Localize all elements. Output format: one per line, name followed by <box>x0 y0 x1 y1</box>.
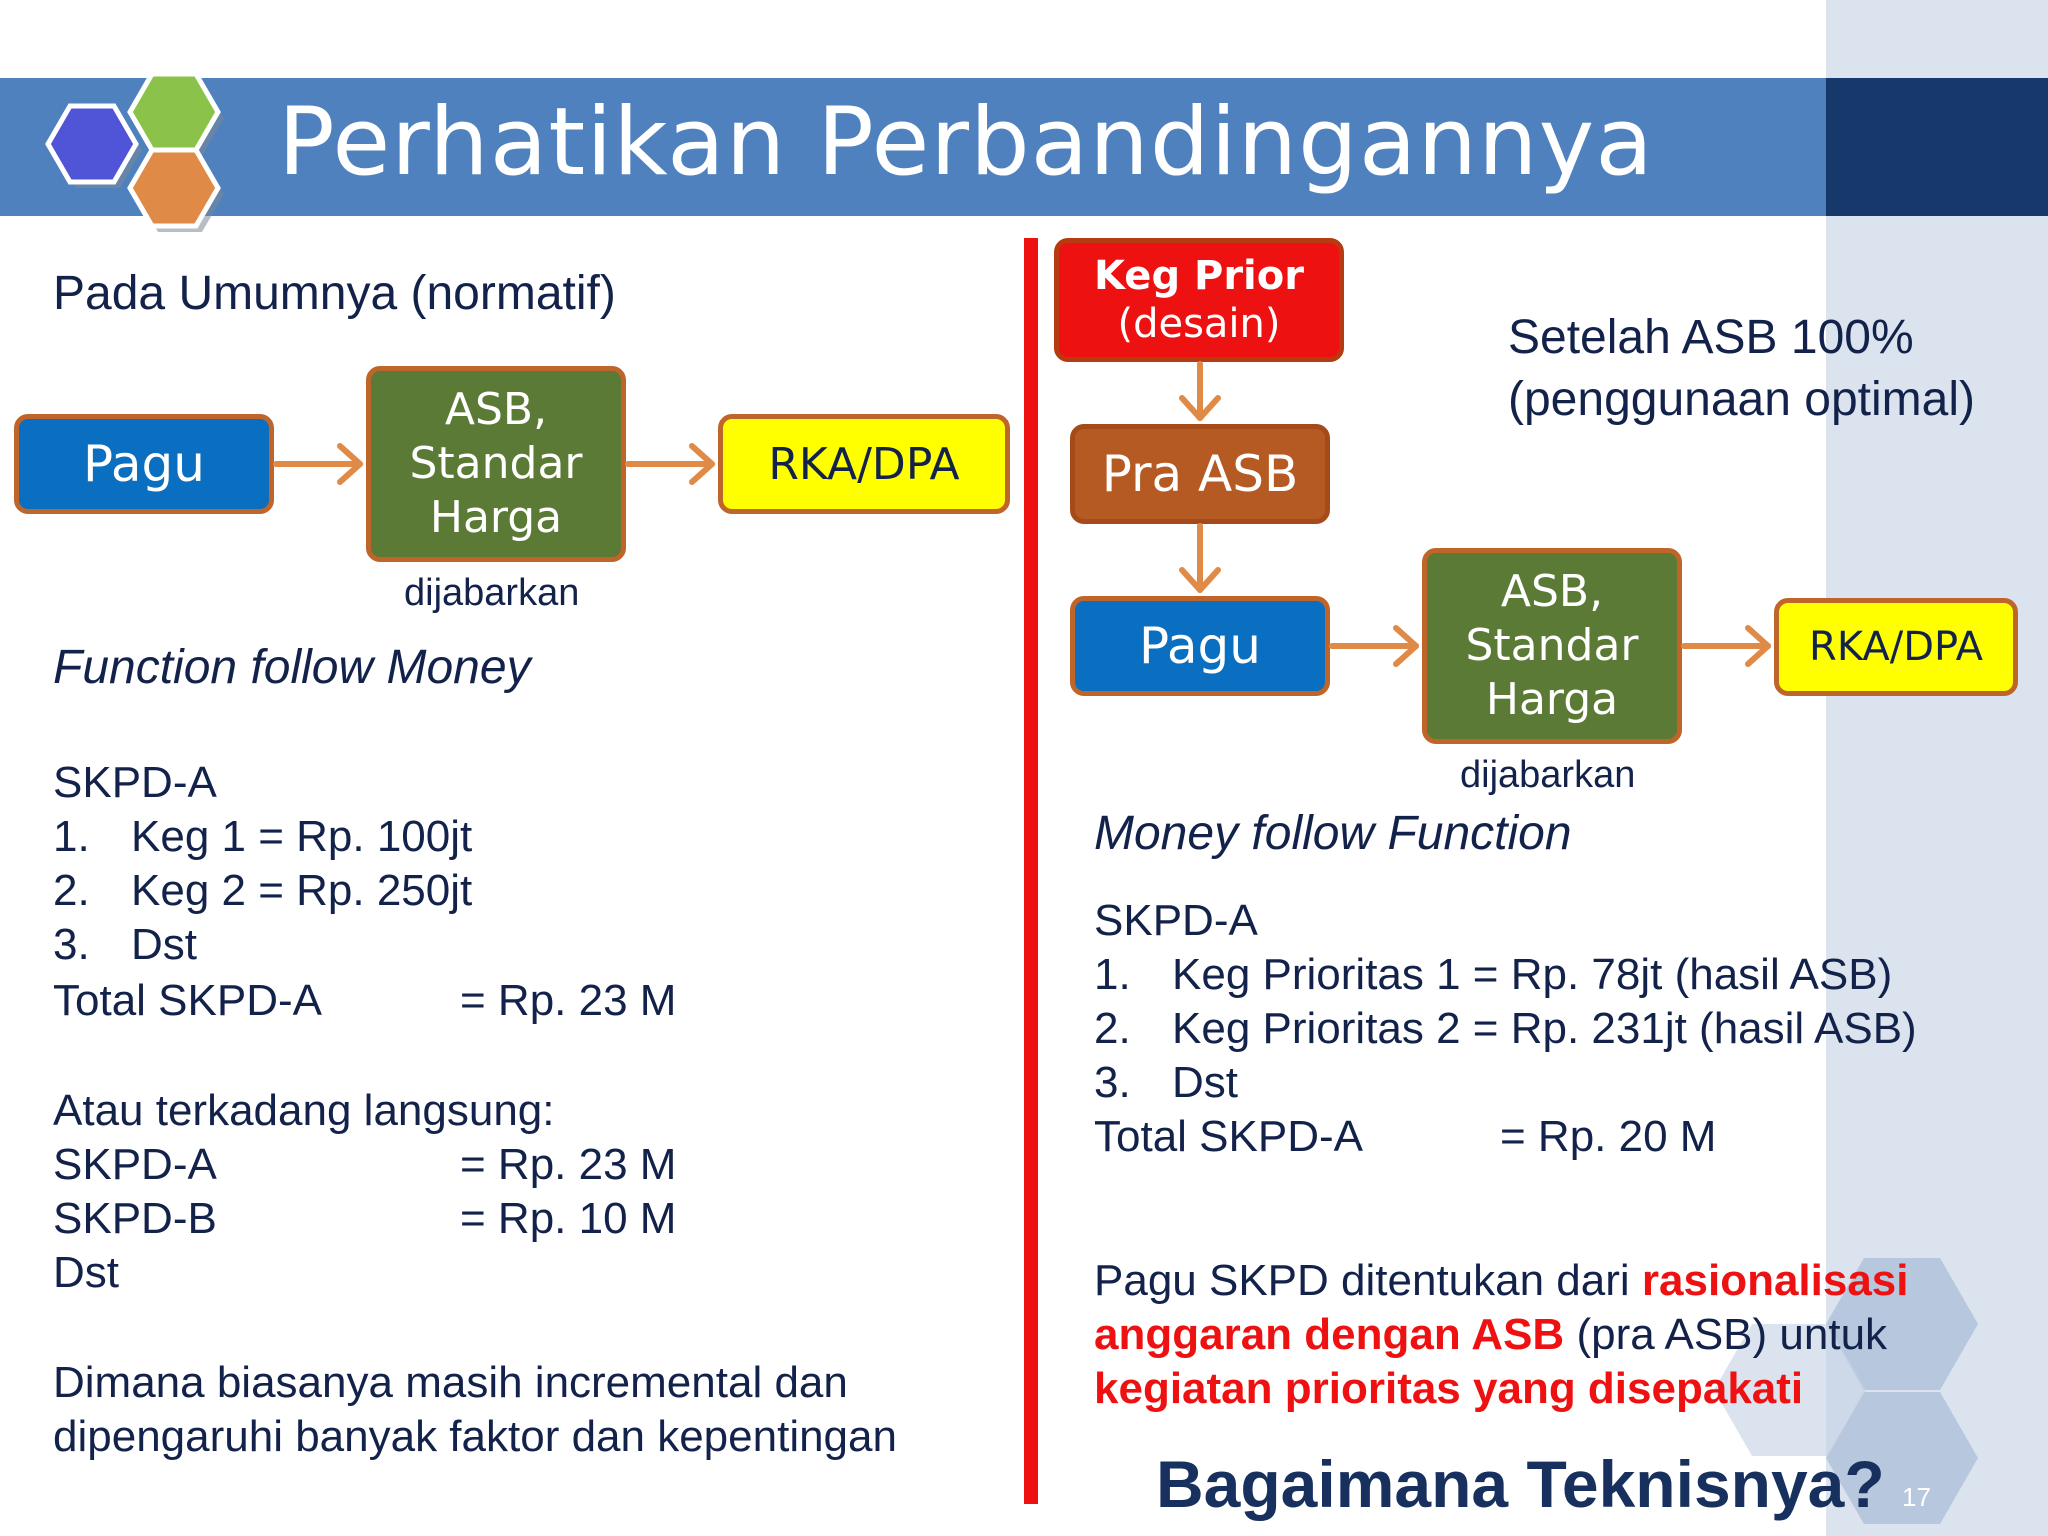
left-alt-label: SKPD-B <box>53 1194 217 1243</box>
right-flow-caption: dijabarkan <box>1460 754 1636 796</box>
left-total-value: = Rp. 23 M <box>460 976 677 1025</box>
pra-asb-label: Pra ASB <box>1101 445 1299 503</box>
left-motto: Function follow Money <box>53 641 531 694</box>
left-note-line1: Dimana biasanya masih incremental dan <box>53 1358 848 1407</box>
right-pagu-box <box>1070 596 1330 696</box>
right-asb-line3: Harga <box>1485 674 1619 726</box>
left-alt-heading: Atau terkadang langsung: <box>53 1086 555 1135</box>
left-asb-line1: ASB, <box>444 383 548 435</box>
arrow-down-icon <box>1182 526 1218 590</box>
closing-question: Bagaimana Teknisnya? <box>1156 1447 1885 1521</box>
conclusion-line2: anggaran dengan ASB (pra ASB) untuk <box>1094 1310 1888 1359</box>
right-asb-box <box>1422 548 1682 744</box>
title-bar-accent <box>1826 78 2048 216</box>
right-asb-line2: Standar <box>1465 619 1639 671</box>
three-hexagons-logo <box>18 40 248 260</box>
left-list-item: 1. Keg 1 = Rp. 100jt <box>53 812 473 861</box>
slide-title: Perhatikan Perbandingannya <box>278 88 1654 197</box>
left-alt-label: SKPD-A <box>53 1140 217 1189</box>
right-total-label: Total SKPD-A <box>1094 1112 1363 1161</box>
page-number: 17 <box>1902 1482 1931 1512</box>
arrow-right-icon <box>276 446 360 482</box>
left-heading: Pada Umumnya (normatif) <box>53 267 616 320</box>
keg-prior-label: Keg Prior <box>1094 253 1304 299</box>
left-alt-value: = Rp. 23 M <box>460 1140 677 1189</box>
left-pagu-box <box>14 414 274 514</box>
left-alt-label: Dst <box>53 1248 119 1297</box>
left-asb-line3: Harga <box>429 492 563 544</box>
arrow-down-icon <box>1182 364 1218 418</box>
arrow-right-icon <box>1684 628 1768 664</box>
right-list-item: 3. Dst <box>1094 1058 1238 1107</box>
left-list-item: 2. Keg 2 = Rp. 250jt <box>53 866 473 915</box>
keg-prior-box <box>1054 238 1344 362</box>
arrow-right-icon <box>628 446 712 482</box>
right-rka-label: RKA/DPA <box>1809 624 1983 670</box>
right-rka-box <box>1774 598 2018 696</box>
left-rka-label: RKA/DPA <box>768 438 960 490</box>
left-alt-value: = Rp. 10 M <box>460 1194 677 1243</box>
right-heading-line2: (penggunaan optimal) <box>1508 373 1975 426</box>
pra-asb-box <box>1070 424 1330 524</box>
left-rka-box <box>718 414 1010 514</box>
left-flow-caption: dijabarkan <box>404 572 580 614</box>
conclusion-line1: Pagu SKPD ditentukan dari rasionalisasi <box>1094 1256 1909 1305</box>
right-list-item: 1. Keg Prioritas 1 = Rp. 78jt (hasil ASB) <box>1094 950 1893 999</box>
right-list-item: 2. Keg Prioritas 2 = Rp. 231jt (hasil ASB) <box>1094 1004 1917 1053</box>
right-motto: Money follow Function <box>1094 807 1572 860</box>
left-total-label: Total SKPD-A <box>53 976 322 1025</box>
right-heading-line1: Setelah ASB 100% <box>1508 311 1914 364</box>
left-asb-line2: Standar <box>409 437 583 489</box>
right-skpd-label: SKPD-A <box>1094 896 1258 945</box>
right-asb-line1: ASB, <box>1500 565 1604 617</box>
left-note-line2: dipengaruhi banyak faktor dan kepentingan <box>53 1412 897 1461</box>
right-total-value: = Rp. 20 M <box>1500 1112 1717 1161</box>
left-pagu-label: Pagu <box>83 435 205 493</box>
keg-prior-sub: (desain) <box>1117 301 1281 347</box>
vertical-divider <box>1024 238 1038 1504</box>
left-asb-box <box>366 366 626 562</box>
left-skpd-label: SKPD-A <box>53 758 217 807</box>
right-pagu-label: Pagu <box>1139 617 1261 675</box>
conclusion-line3: kegiatan prioritas yang disepakati <box>1094 1364 1804 1413</box>
left-list-item: 3. Dst <box>53 920 197 969</box>
arrow-right-icon <box>1332 628 1416 664</box>
